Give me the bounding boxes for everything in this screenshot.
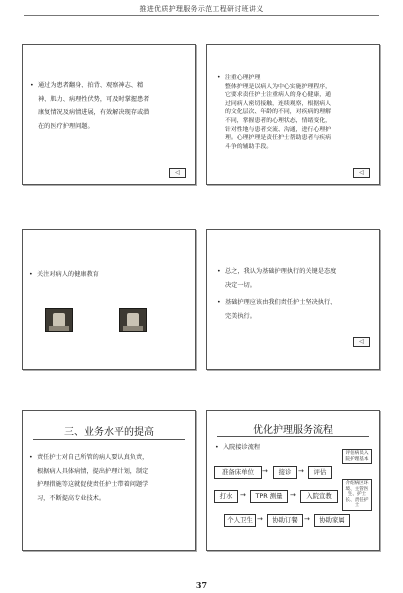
previous-slide-button[interactable]: ◁ <box>353 168 370 178</box>
text-line: 不同，掌握患者的心理状态，情绪变化， <box>225 117 332 124</box>
slide-2-heading: 注重心理护理 <box>225 75 261 81</box>
text-line: 神、肌力、病理性伏势，可及时掌握患者 <box>38 95 150 103</box>
text-line: 决定一切。 <box>225 281 256 289</box>
slide-3 <box>22 229 196 370</box>
text-line: 在的医疗护理问题。 <box>38 122 94 130</box>
text-line: 根据病人具体病情，提出护理计划，制定 <box>37 467 149 475</box>
flow-step-tpr: TPR 测量 <box>250 490 288 503</box>
flow-subtitle: 入院接诊流程 <box>223 444 261 451</box>
slide-4 <box>206 229 380 370</box>
flow-arrow: → <box>290 491 296 499</box>
text-line: 斗争的辅助手段。 <box>225 143 273 150</box>
flow-step-water: 打水 <box>214 490 238 503</box>
slide-1 <box>22 44 196 185</box>
health-education-photo <box>119 308 147 332</box>
slide-1-text <box>30 79 188 133</box>
text-line: 的文化层次、年龄的不同，对疾病的理解 <box>225 109 332 116</box>
text-line: 整体护理是以病人为中心实施护理程序， <box>225 83 332 90</box>
flow-step-assess: 评估 <box>308 466 332 479</box>
previous-slide-button[interactable]: ◁ <box>353 337 370 347</box>
flow-step-receive: 接诊 <box>273 466 297 479</box>
title-divider <box>217 436 369 437</box>
slide-6 <box>206 410 380 551</box>
title-divider <box>33 439 185 440</box>
flow-step-family: 协助家属 <box>314 514 350 527</box>
flow-arrow: → <box>240 491 246 499</box>
text-line: 基础护理应该由我们责任护士坚决执行、 <box>225 299 337 306</box>
text-line: 过同病人密切接触，连续观察，根据病人 <box>225 100 332 107</box>
text-line: 理。心理护理是责任护士帮助患者与疾病 <box>225 135 332 142</box>
text-line: 康复情况及病情进展，有效解决现存或潜 <box>38 109 150 116</box>
text-line: 通过为患者翻身、拍背、观察神志、精 <box>38 82 144 89</box>
text-line: 完美执行。 <box>225 312 256 320</box>
bullet-dot: • <box>217 75 221 81</box>
flow-step-prepare-bed: 准备床单位 <box>214 466 262 479</box>
bullet-dot: • <box>29 271 33 278</box>
flow-arrow: → <box>262 467 268 475</box>
flow-step-admission-education: 入院宣教 <box>300 490 338 503</box>
text-line: 它要求责任护士注重病人的身心健康，通 <box>225 92 332 99</box>
text-line: 总之，我认为基础护理执行的关键是态度 <box>225 268 337 275</box>
flow-arrow: → <box>257 515 263 523</box>
bullet-dot: • <box>29 454 33 461</box>
bullet-dot: • <box>217 268 221 275</box>
slide-5 <box>22 410 196 551</box>
slide-4-text <box>217 265 375 323</box>
slide-2-text <box>217 74 375 151</box>
text-line: 针对性地与患者交流、沟通，进行心理护 <box>225 126 332 133</box>
slide-2 <box>206 44 380 185</box>
header-divider <box>24 15 379 16</box>
flow-step-meal: 协助订餐 <box>267 514 303 527</box>
flow-step-hygiene: 个人卫生 <box>224 514 256 527</box>
text-line: 护理措施等这就促使责任护士带着问题学 <box>37 481 149 488</box>
previous-slide-button[interactable]: ◁ <box>169 168 186 178</box>
bullet-dot: • <box>30 82 34 89</box>
text-line: 习，不断提高专业技术。 <box>37 494 106 502</box>
flow-arrow: → <box>304 515 310 523</box>
text-line: 关注对病人的健康教育 <box>37 271 99 278</box>
bullet-dot: • <box>217 299 221 306</box>
page-number: 37 <box>195 580 208 590</box>
slide-6-title: 优化护理服务流程 <box>253 425 333 436</box>
document-header: 推进优质护理服务示范工程研讨班讲义 <box>139 5 264 13</box>
flow-arrow: → <box>298 467 304 475</box>
flow-note-assess: 评估病员入院护理基本 <box>342 449 372 464</box>
text-line: 责任护士对自己所管的病人要认真负责， <box>37 454 149 461</box>
slide-5-title: 三、业务水平的提高 <box>64 427 154 438</box>
slide-3-text <box>29 268 187 282</box>
health-education-photo <box>45 308 73 332</box>
slide-5-text <box>29 451 191 505</box>
flow-note-education: 介绍病区环境、主管医生、护士长、责任护士 <box>342 479 372 511</box>
bullet-dot: • <box>215 444 219 451</box>
